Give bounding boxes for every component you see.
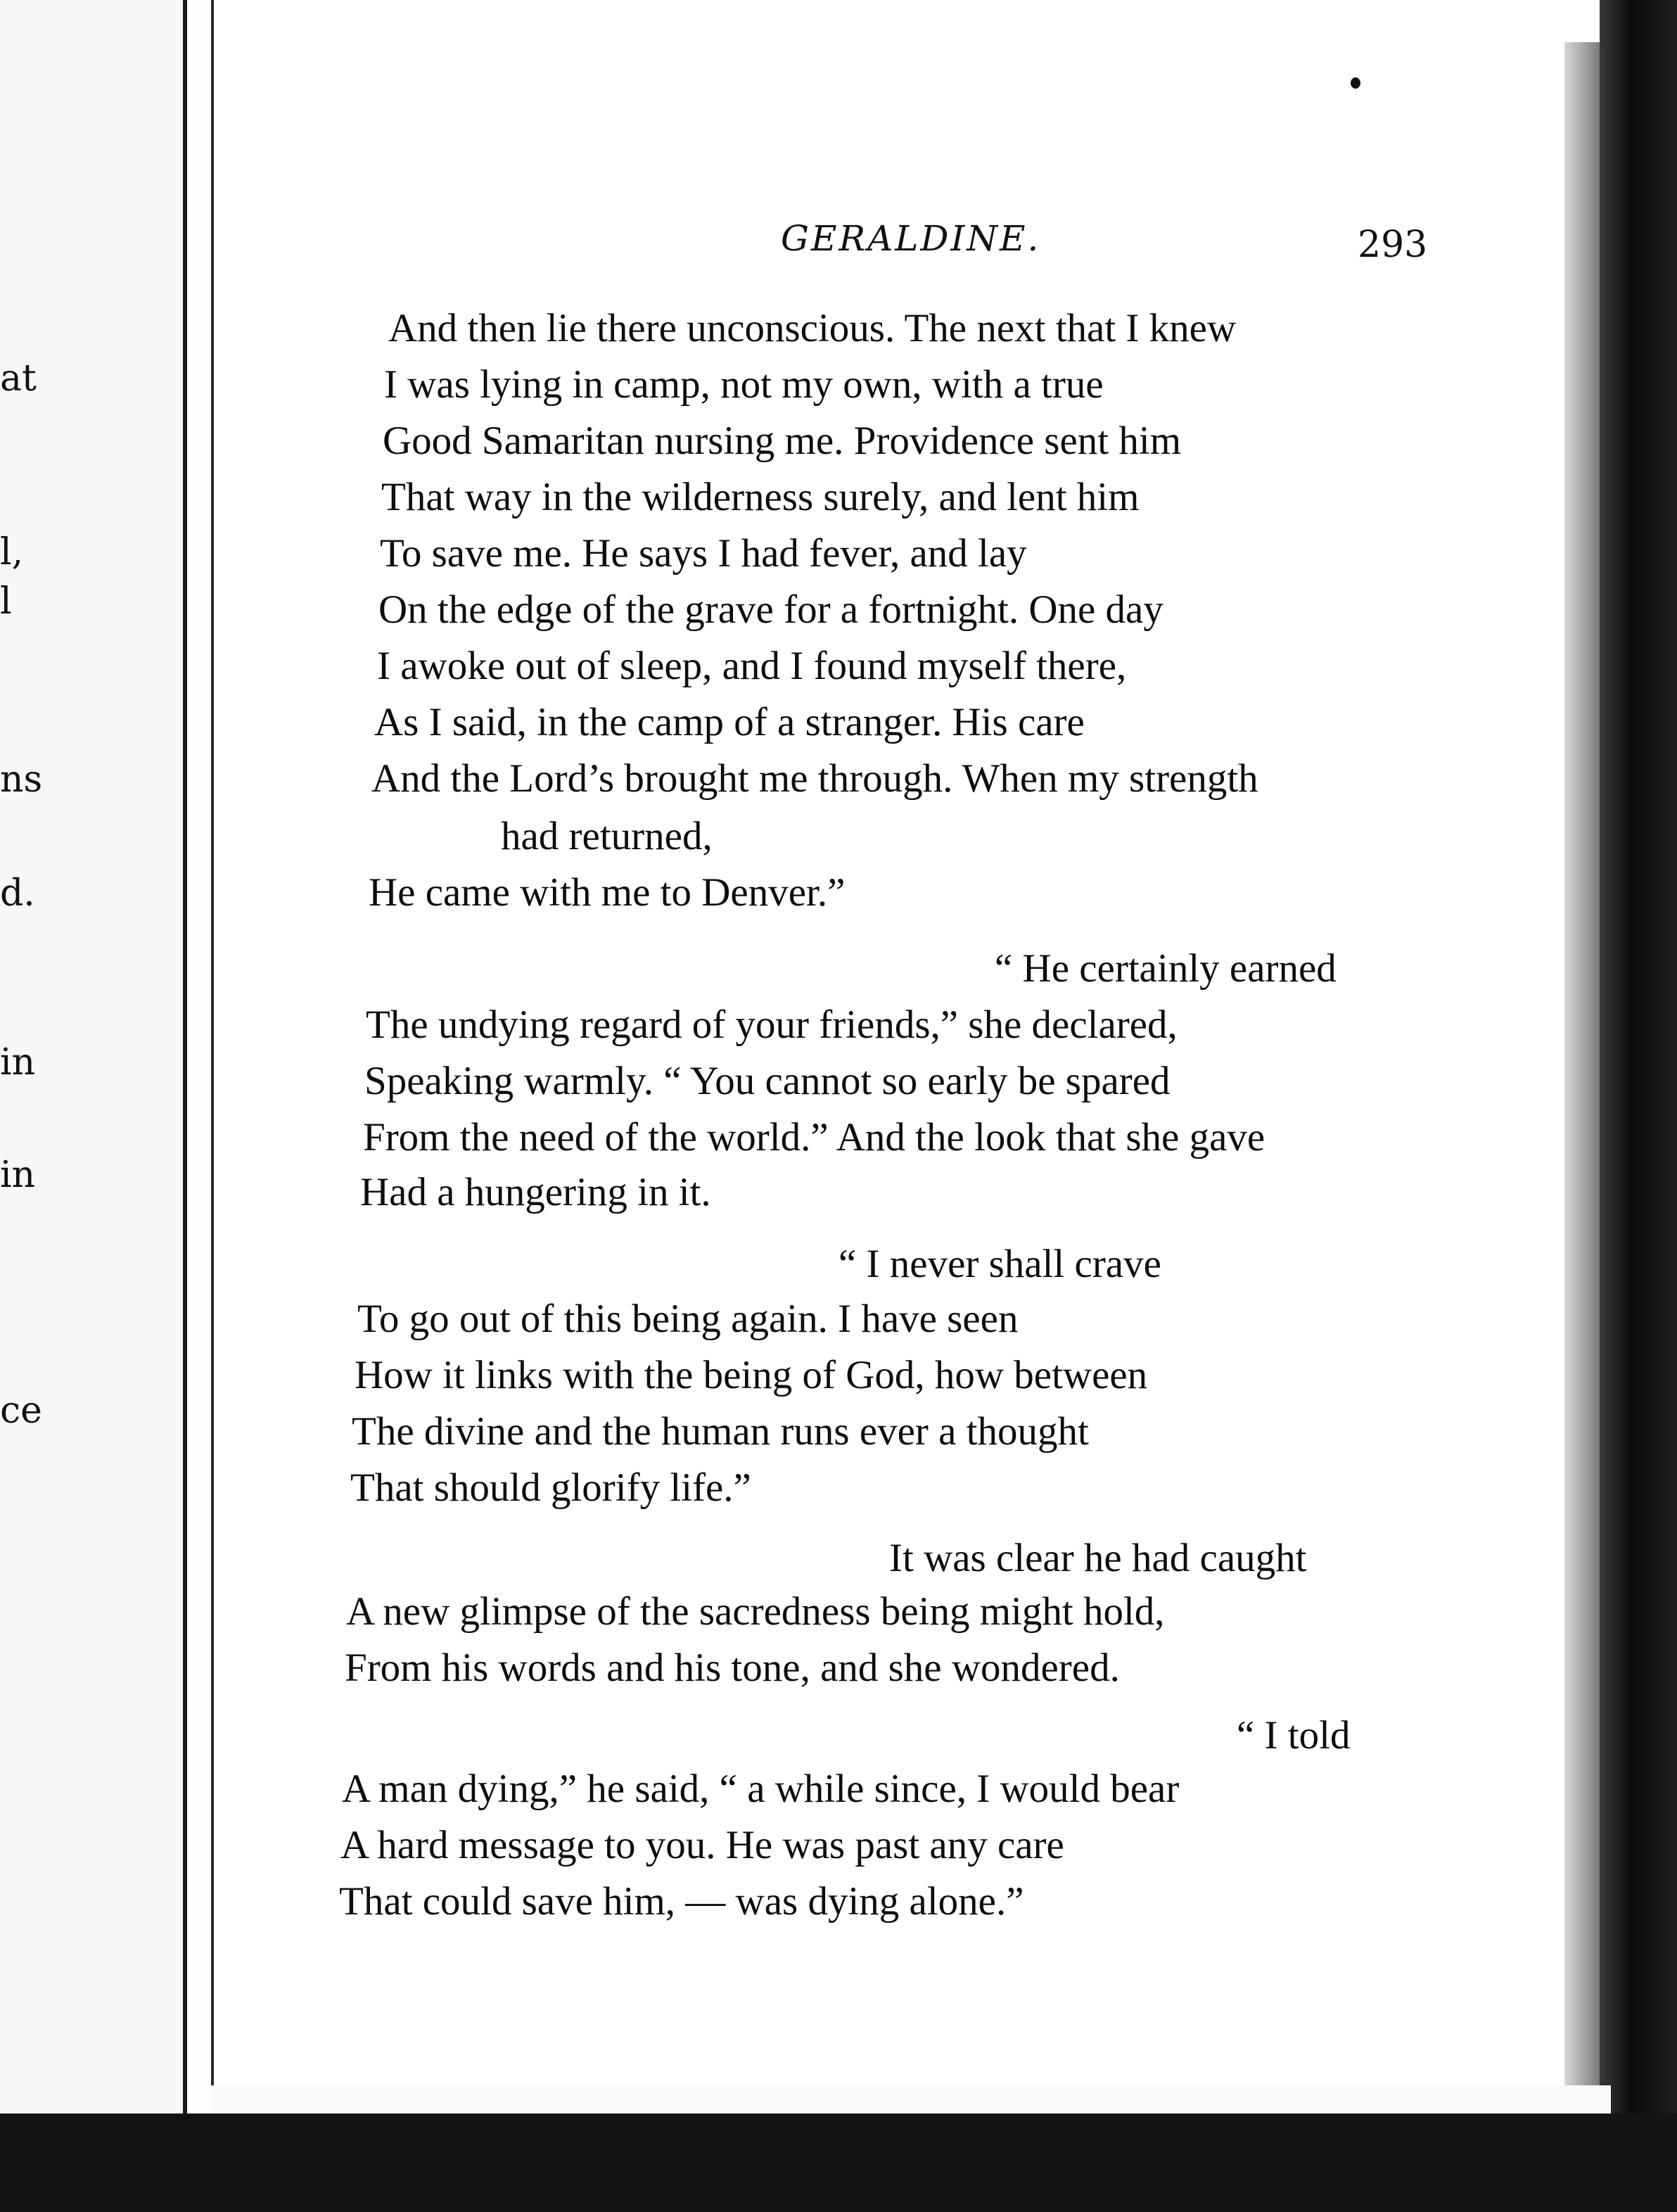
book-binding-shadow	[1600, 0, 1677, 2212]
poem-line: As I said, in the camp of a stranger. His care	[374, 700, 1085, 744]
poem-line: How it links with the being of God, how between	[355, 1353, 1148, 1397]
poem-line: “ I never shall crave	[838, 1242, 1161, 1286]
poem-line: On the edge of the grave for a fortnight. One day	[378, 587, 1163, 632]
poem-line: The divine and the human runs ever a thought	[352, 1409, 1089, 1454]
left-fragment: in	[0, 1041, 36, 1083]
left-fragment: at	[0, 357, 37, 400]
poem-line: That way in the wilderness surely, and lent him	[381, 475, 1140, 519]
poem-line: I was lying in camp, not my own, with a true	[384, 362, 1104, 407]
scan-bottom-shadow	[0, 2114, 1677, 2212]
poem-line: “ He certainly earned	[995, 946, 1337, 991]
page-bottom-margin	[211, 2085, 1611, 2114]
poem-line: Speaking warmly. “ You cannot so early be spared	[364, 1059, 1171, 1103]
poem-line: Had a hungering in it.	[360, 1170, 711, 1214]
poem-line: He came with me to Denver.”	[369, 870, 846, 915]
poem-line: “ I told	[1237, 1713, 1351, 1757]
poem-line: And then lie there unconscious. The next that I knew	[388, 306, 1237, 350]
page-number: 293	[1358, 224, 1428, 266]
page-edge-stack	[1564, 42, 1600, 2125]
poem-line: That should glorify life.”	[350, 1466, 751, 1510]
ink-speck	[1351, 77, 1360, 89]
poem-line: had returned,	[501, 814, 713, 858]
poem-line: To save me. He says I had fever, and lay	[380, 531, 1027, 576]
poem-line: From his words and his tone, and she wondered.	[345, 1646, 1120, 1690]
left-fragment: in	[0, 1154, 36, 1196]
left-fragment: ns	[0, 758, 43, 801]
poem-line: I awoke out of sleep, and I found myself there,	[377, 644, 1127, 688]
left-fragment: l,	[0, 531, 24, 573]
left-fragment: ce	[0, 1390, 42, 1432]
poem-line: It was clear he had caught	[889, 1536, 1307, 1580]
running-head: GERALDINE.	[781, 218, 1041, 259]
poem-line: Good Samaritan nursing me. Providence sent him	[383, 419, 1182, 463]
left-fragment: l	[0, 580, 12, 623]
poem-line: From the need of the world.” And the look that she gave	[363, 1115, 1265, 1159]
poem-line: A hard message to you. He was past any care	[340, 1823, 1064, 1867]
poem-line: A man dying,” he said, “ a while since, I would bear	[342, 1767, 1180, 1811]
poem-line: To go out of this being again. I have seen	[357, 1297, 1019, 1341]
left-page-edge	[0, 0, 187, 2212]
poem-line: And the Lord’s brought me through. When my strength	[371, 756, 1258, 801]
poem-line: That could save him, — was dying alone.”	[339, 1879, 1024, 1924]
poem-line: The undying regard of your friends,” she declared,	[366, 1003, 1178, 1047]
poem-line: A new glimpse of the sacredness being might hold,	[346, 1589, 1165, 1634]
left-fragment: d.	[0, 872, 35, 915]
